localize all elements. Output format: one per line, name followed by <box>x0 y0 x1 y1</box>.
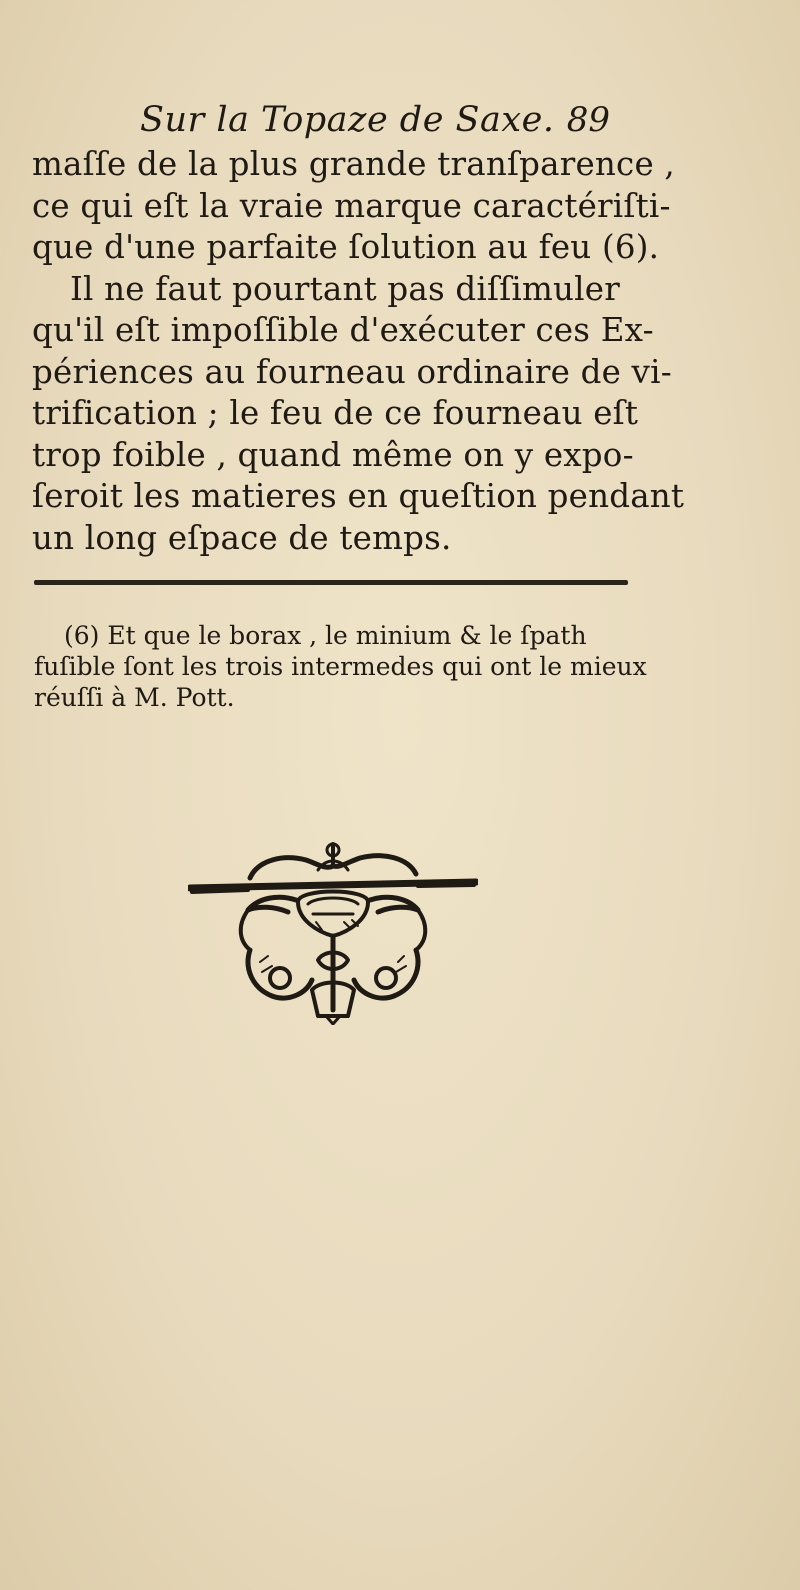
text-line: que d'une parfaite ſolution au feu (6). <box>32 228 660 266</box>
text-line: ce qui eſt la vraie marque caractériſti- <box>32 186 671 225</box>
footnote-line: (6) Et que le borax , le minium & le ſpath <box>64 621 587 650</box>
text-line: Il ne faut pourtant pas diſſimuler <box>70 269 620 308</box>
footnote-divider <box>34 580 628 585</box>
text-line: trop foible , quand même on y expo- <box>32 435 634 474</box>
running-title: Sur la Topaze de Saxe. <box>140 100 555 140</box>
text-line: trification ; le feu de ce fourneau eſt <box>32 394 639 432</box>
page-header <box>140 100 610 150</box>
footnote-line: fuſible ſont les trois intermedes qui ont le mieux <box>34 652 647 681</box>
text-line: qu'il eſt impoſſible d'exécuter ces Ex- <box>32 311 654 349</box>
text-line: un long eſpace de temps. <box>32 518 452 557</box>
text-line: ſeroit les matieres en queſtion pendant <box>32 477 685 515</box>
printers-ornament-icon <box>188 840 478 1025</box>
page-number: 89 <box>566 100 610 140</box>
footnote-line: réuſſi à M. Pott. <box>34 683 235 712</box>
text-line: périences au fourneau ordinaire de vi- <box>32 352 672 391</box>
text-line: maſſe de la plus grande tranſparence , <box>32 145 675 183</box>
body-text <box>32 144 685 559</box>
footnote <box>34 620 647 713</box>
